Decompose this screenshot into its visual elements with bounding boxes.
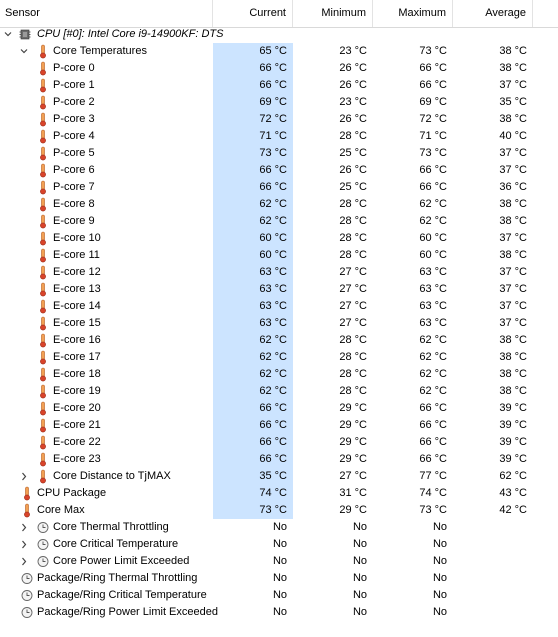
average-value: 42 °C: [499, 504, 527, 516]
minimum-value: 25 °C: [339, 181, 367, 193]
core-row[interactable]: [0, 332, 558, 349]
core-label: E-core 23: [53, 453, 101, 465]
maximum-value: 72 °C: [419, 113, 447, 125]
column-minimum[interactable]: Minimum: [293, 0, 373, 27]
thermometer-icon: [37, 180, 49, 195]
minimum-value: 28 °C: [339, 351, 367, 363]
maximum-value: 66 °C: [419, 453, 447, 465]
column-sensor[interactable]: Sensor: [0, 0, 213, 27]
chevron-right-icon[interactable]: [19, 468, 29, 485]
current-value: No: [272, 606, 287, 618]
core-row[interactable]: [0, 196, 558, 213]
core-row[interactable]: [0, 451, 558, 468]
thermometer-icon: [37, 129, 49, 144]
core-label: P-core 4: [53, 130, 95, 142]
minimum-value: 28 °C: [339, 249, 367, 261]
maximum-value: 77 °C: [419, 470, 447, 482]
average-value: 37 °C: [499, 164, 527, 176]
thermometer-icon: [37, 333, 49, 348]
average-value: 38 °C: [499, 249, 527, 261]
minimum-value: No: [352, 572, 367, 584]
current-value: 66 °C: [213, 434, 293, 451]
thermometer-icon: [37, 163, 49, 178]
thermometer-icon: [37, 435, 49, 450]
thermometer-icon: [37, 452, 49, 467]
average-value: 62 °C: [499, 470, 527, 482]
minimum-value: 27 °C: [339, 283, 367, 295]
thermometer-icon: [37, 112, 49, 127]
maximum-value: No: [432, 521, 447, 533]
current-value: 74 °C: [213, 485, 293, 502]
core-row[interactable]: [0, 298, 558, 315]
minimum-value: No: [352, 538, 367, 550]
status-row[interactable]: [0, 553, 558, 570]
average-value: 37 °C: [499, 232, 527, 244]
current-value: No: [272, 521, 287, 533]
current-value: 63 °C: [213, 281, 293, 298]
thermometer-icon: [37, 44, 49, 59]
core-row[interactable]: [0, 417, 558, 434]
core-row[interactable]: [0, 366, 558, 383]
minimum-value: 27 °C: [339, 300, 367, 312]
average-value: 39 °C: [499, 436, 527, 448]
chevron-down-icon[interactable]: [3, 26, 13, 43]
average-value: 37 °C: [499, 283, 527, 295]
maximum-value: 73 °C: [419, 504, 447, 516]
thermometer-icon: [21, 486, 33, 501]
current-value: No: [272, 555, 287, 567]
current-value: 62 °C: [213, 349, 293, 366]
core-row[interactable]: [0, 434, 558, 451]
thermometer-icon: [37, 231, 49, 246]
current-value: 63 °C: [213, 315, 293, 332]
minimum-value: 27 °C: [339, 317, 367, 329]
core-label: E-core 22: [53, 436, 101, 448]
average-value: 39 °C: [499, 402, 527, 414]
current-value: 66 °C: [213, 451, 293, 468]
minimum-value: No: [352, 589, 367, 601]
current-value: 66 °C: [213, 162, 293, 179]
minimum-value: 28 °C: [339, 368, 367, 380]
maximum-value: 66 °C: [419, 62, 447, 74]
current-value: 60 °C: [213, 247, 293, 264]
chevron-down-icon[interactable]: [19, 43, 29, 60]
core-label: P-core 6: [53, 164, 95, 176]
core-label: E-core 11: [53, 249, 100, 261]
core-row[interactable]: [0, 60, 558, 77]
maximum-value: 74 °C: [419, 487, 447, 499]
current-value: 63 °C: [213, 298, 293, 315]
average-value: 39 °C: [499, 419, 527, 431]
thermometer-icon: [37, 61, 49, 76]
current-value: 72 °C: [213, 111, 293, 128]
core-label: P-core 5: [53, 147, 95, 159]
cpu-group-row[interactable]: [0, 26, 558, 43]
maximum-value: 66 °C: [419, 419, 447, 431]
core-distance-label: Core Distance to TjMAX: [53, 470, 171, 482]
chevron-right-icon[interactable]: [19, 553, 29, 570]
status-label: Core Critical Temperature: [53, 538, 179, 550]
status-row[interactable]: [0, 587, 558, 604]
status-row[interactable]: [0, 536, 558, 553]
minimum-value: No: [352, 521, 367, 533]
minimum-value: 28 °C: [339, 334, 367, 346]
maximum-value: 62 °C: [419, 351, 447, 363]
core-max-label: Core Max: [37, 504, 85, 516]
status-label: Package/Ring Critical Temperature: [37, 589, 207, 601]
average-value: 38 °C: [499, 385, 527, 397]
maximum-value: No: [432, 606, 447, 618]
minimum-value: 29 °C: [339, 436, 367, 448]
core-max-row[interactable]: [0, 502, 558, 519]
minimum-value: 28 °C: [339, 232, 367, 244]
column-average[interactable]: Average: [453, 0, 533, 27]
core-label: E-core 10: [53, 232, 101, 244]
thermometer-icon: [37, 299, 49, 314]
maximum-value: 63 °C: [419, 300, 447, 312]
average-value: 38 °C: [499, 368, 527, 380]
maximum-value: 73 °C: [419, 45, 447, 57]
core-label: E-core 16: [53, 334, 101, 346]
minimum-value: 26 °C: [339, 79, 367, 91]
core-row[interactable]: [0, 162, 558, 179]
minimum-value: 26 °C: [339, 113, 367, 125]
core-row[interactable]: [0, 94, 558, 111]
core-label: E-core 18: [53, 368, 101, 380]
status-label: Package/Ring Power Limit Exceeded: [37, 606, 218, 618]
average-value: 43 °C: [499, 487, 527, 499]
average-value: 38 °C: [499, 351, 527, 363]
maximum-value: No: [432, 538, 447, 550]
thermometer-icon: [37, 197, 49, 212]
status-row[interactable]: [0, 570, 558, 587]
core-label: P-core 7: [53, 181, 95, 193]
clock-status-icon: [21, 605, 33, 620]
current-value: 71 °C: [213, 128, 293, 145]
current-value: 73 °C: [213, 502, 293, 519]
minimum-value: 29 °C: [339, 419, 367, 431]
maximum-value: 60 °C: [419, 249, 447, 261]
status-label: Core Thermal Throttling: [53, 521, 169, 533]
current-value: No: [272, 538, 287, 550]
core-row[interactable]: [0, 264, 558, 281]
core-row[interactable]: [0, 247, 558, 264]
thermometer-icon: [37, 418, 49, 433]
thermometer-icon: [37, 282, 49, 297]
current-value: 66 °C: [213, 179, 293, 196]
maximum-value: 62 °C: [419, 334, 447, 346]
maximum-value: 62 °C: [419, 385, 447, 397]
thermometer-icon: [37, 384, 49, 399]
column-spacer: [533, 0, 558, 27]
core-temperatures-label: Core Temperatures: [53, 45, 147, 57]
maximum-value: 73 °C: [419, 147, 447, 159]
chevron-right-icon[interactable]: [19, 536, 29, 553]
core-row[interactable]: [0, 77, 558, 94]
maximum-value: 63 °C: [419, 317, 447, 329]
maximum-value: 62 °C: [419, 215, 447, 227]
maximum-value: 66 °C: [419, 402, 447, 414]
minimum-value: 29 °C: [339, 453, 367, 465]
maximum-value: 62 °C: [419, 368, 447, 380]
maximum-value: 66 °C: [419, 181, 447, 193]
core-label: P-core 1: [53, 79, 95, 91]
cpu-group-label: CPU [#0]: Intel Core i9-14900KF: DTS: [37, 28, 224, 40]
clock-status-icon: [37, 520, 49, 535]
current-value: No: [272, 589, 287, 601]
current-value: 73 °C: [213, 145, 293, 162]
minimum-value: 23 °C: [339, 45, 367, 57]
column-current[interactable]: Current: [213, 0, 293, 27]
core-row[interactable]: [0, 400, 558, 417]
minimum-value: No: [352, 555, 367, 567]
thermometer-icon: [37, 350, 49, 365]
average-value: 37 °C: [499, 147, 527, 159]
minimum-value: 26 °C: [339, 62, 367, 74]
core-row[interactable]: [0, 230, 558, 247]
maximum-value: 62 °C: [419, 198, 447, 210]
current-value: No: [272, 572, 287, 584]
core-row[interactable]: [0, 281, 558, 298]
maximum-value: 71 °C: [419, 130, 447, 142]
status-row[interactable]: [0, 604, 558, 621]
column-header: [0, 0, 558, 28]
maximum-value: 60 °C: [419, 232, 447, 244]
current-value: 62 °C: [213, 332, 293, 349]
current-value: 69 °C: [213, 94, 293, 111]
minimum-value: 27 °C: [339, 266, 367, 278]
current-value: 66 °C: [213, 60, 293, 77]
average-value: 36 °C: [499, 181, 527, 193]
maximum-value: 66 °C: [419, 79, 447, 91]
core-temperatures-row[interactable]: [0, 43, 558, 60]
maximum-value: 66 °C: [419, 436, 447, 448]
thermometer-icon: [37, 265, 49, 280]
average-value: 38 °C: [499, 198, 527, 210]
minimum-value: 31 °C: [339, 487, 367, 499]
column-maximum[interactable]: Maximum: [373, 0, 453, 27]
maximum-value: No: [432, 572, 447, 584]
current-value: 60 °C: [213, 230, 293, 247]
thermometer-icon: [21, 503, 33, 518]
core-label: E-core 13: [53, 283, 101, 295]
average-value: 35 °C: [499, 96, 527, 108]
maximum-value: 69 °C: [419, 96, 447, 108]
minimum-value: 28 °C: [339, 215, 367, 227]
average-value: 37 °C: [499, 300, 527, 312]
status-label: Core Power Limit Exceeded: [53, 555, 190, 567]
thermometer-icon: [37, 214, 49, 229]
core-row[interactable]: [0, 315, 558, 332]
core-label: E-core 21: [53, 419, 101, 431]
average-value: 38 °C: [499, 45, 527, 57]
maximum-value: 66 °C: [419, 164, 447, 176]
average-value: 37 °C: [499, 79, 527, 91]
core-label: E-core 17: [53, 351, 101, 363]
core-label: E-core 8: [53, 198, 95, 210]
core-label: E-core 20: [53, 402, 101, 414]
core-row[interactable]: [0, 128, 558, 145]
thermometer-icon: [37, 367, 49, 382]
maximum-value: No: [432, 555, 447, 567]
average-value: 37 °C: [499, 317, 527, 329]
core-row[interactable]: [0, 111, 558, 128]
current-value: 66 °C: [213, 400, 293, 417]
core-row[interactable]: [0, 383, 558, 400]
core-label: P-core 3: [53, 113, 95, 125]
core-label: E-core 12: [53, 266, 101, 278]
thermometer-icon: [37, 469, 49, 484]
minimum-value: 23 °C: [339, 96, 367, 108]
current-value: 62 °C: [213, 366, 293, 383]
current-value: 62 °C: [213, 196, 293, 213]
core-row[interactable]: [0, 145, 558, 162]
thermometer-icon: [37, 78, 49, 93]
core-label: E-core 19: [53, 385, 101, 397]
cpu-package-label: CPU Package: [37, 487, 107, 499]
clock-status-icon: [37, 554, 49, 569]
average-value: 38 °C: [499, 113, 527, 125]
current-value: 66 °C: [213, 77, 293, 94]
average-value: 38 °C: [499, 334, 527, 346]
current-value: 35 °C: [213, 468, 293, 485]
minimum-value: No: [352, 606, 367, 618]
core-row[interactable]: [0, 179, 558, 196]
status-label: Package/Ring Thermal Throttling: [37, 572, 198, 584]
sensor-tree: [0, 26, 558, 621]
average-value: 39 °C: [499, 453, 527, 465]
minimum-value: 28 °C: [339, 198, 367, 210]
current-value: 63 °C: [213, 264, 293, 281]
thermometer-icon: [37, 146, 49, 161]
core-label: E-core 15: [53, 317, 101, 329]
chip-icon: [19, 27, 31, 42]
chevron-right-icon[interactable]: [19, 519, 29, 536]
minimum-value: 29 °C: [339, 504, 367, 516]
status-row[interactable]: [0, 519, 558, 536]
core-label: E-core 9: [53, 215, 95, 227]
cpu-package-row[interactable]: [0, 485, 558, 502]
clock-status-icon: [21, 571, 33, 586]
core-row[interactable]: [0, 213, 558, 230]
core-distance-row[interactable]: [0, 468, 558, 485]
current-value: 62 °C: [213, 213, 293, 230]
core-label: P-core 2: [53, 96, 95, 108]
maximum-value: 63 °C: [419, 283, 447, 295]
average-value: 40 °C: [499, 130, 527, 142]
core-row[interactable]: [0, 349, 558, 366]
minimum-value: 27 °C: [339, 470, 367, 482]
average-value: 38 °C: [499, 62, 527, 74]
thermometer-icon: [37, 401, 49, 416]
current-value: 62 °C: [213, 383, 293, 400]
minimum-value: 26 °C: [339, 164, 367, 176]
thermometer-icon: [37, 248, 49, 263]
minimum-value: 29 °C: [339, 402, 367, 414]
core-label: E-core 14: [53, 300, 101, 312]
average-value: 37 °C: [499, 266, 527, 278]
maximum-value: 63 °C: [419, 266, 447, 278]
average-value: 38 °C: [499, 215, 527, 227]
minimum-value: 28 °C: [339, 385, 367, 397]
minimum-value: 28 °C: [339, 130, 367, 142]
core-label: P-core 0: [53, 62, 95, 74]
thermometer-icon: [37, 316, 49, 331]
current-value: 65 °C: [213, 43, 293, 60]
maximum-value: No: [432, 589, 447, 601]
minimum-value: 25 °C: [339, 147, 367, 159]
current-value: 66 °C: [213, 417, 293, 434]
clock-status-icon: [37, 537, 49, 552]
clock-status-icon: [21, 588, 33, 603]
thermometer-icon: [37, 95, 49, 110]
